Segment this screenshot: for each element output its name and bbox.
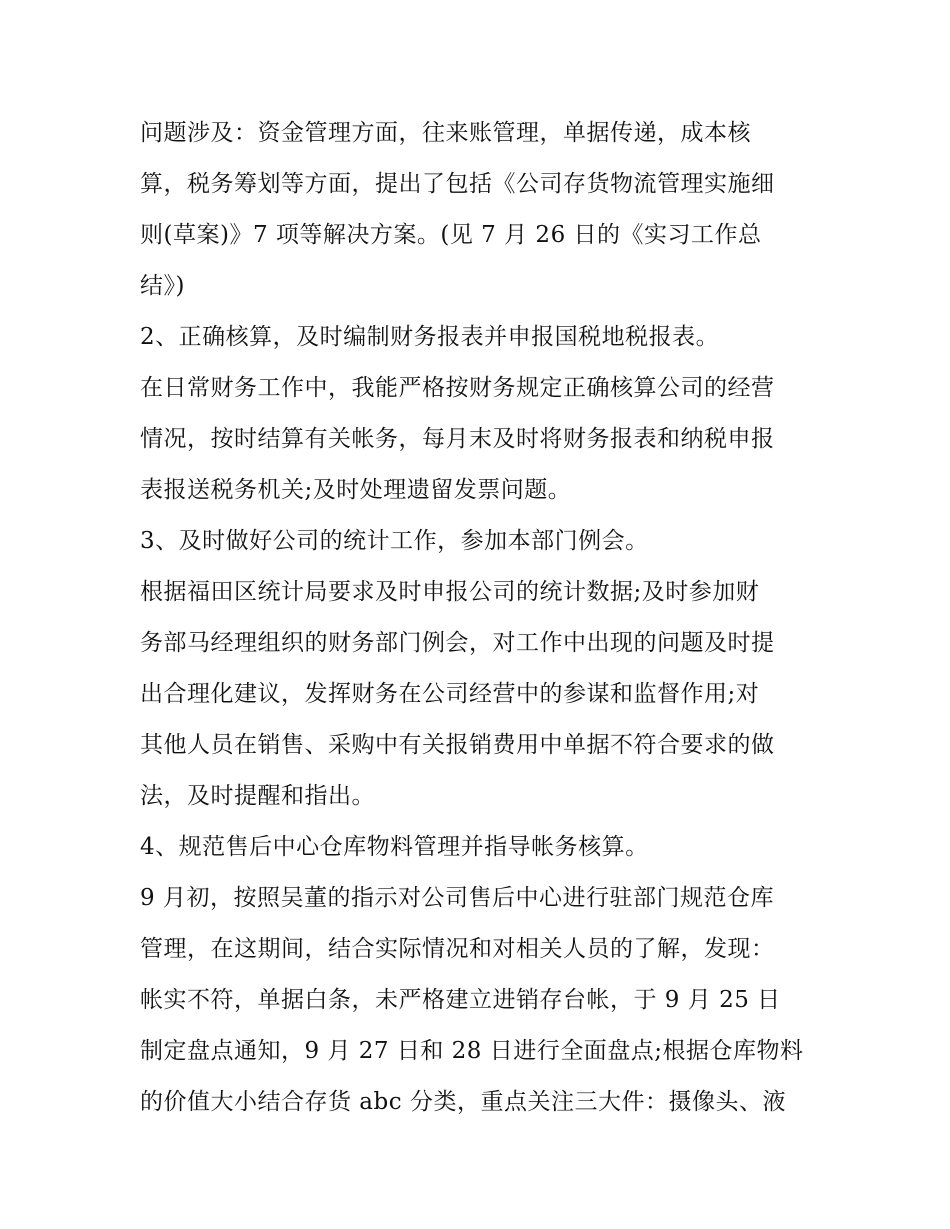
text-line-3: 则(草案)》7 项等解决方案。(见 7 月 26 日的《实习工作总 [140, 222, 762, 248]
text-line-1: 问题涉及：资金管理方面，往来账管理，单据传递，成本核 [140, 120, 751, 146]
document-body [140, 108, 820, 1128]
text-line-2: 算，税务筹划等方面，提出了包括《公司存货物流管理实施细 [140, 171, 775, 197]
text-line-6: 在日常财务工作中，我能严格按财务规定正确核算公司的经营 [140, 375, 775, 401]
text-line-20: 的价值大小结合存货 abc 分类，重点关注三大件：摄像头、液 [140, 1089, 786, 1115]
text-line-11: 务部马经理组织的财务部门例会，对工作中出现的问题及时提 [140, 630, 775, 656]
text-line-13: 其他人员在销售、采购中有关报销费用中单据不符合要求的做 [140, 732, 775, 758]
text-line-17: 管理，在这期间，结合实际情况和对相关人员的了解，发现： [140, 936, 775, 962]
text-line-19: 制定盘点通知，9 月 27 日和 28 日进行全面盘点;根据仓库物料 [140, 1038, 804, 1064]
text-line-4: 结》) [140, 273, 185, 299]
section-heading-3: 3、及时做好公司的统计工作，参加本部门例会。 [140, 528, 649, 554]
text-line-18: 帐实不符，单据白条，未严格建立进销存台帐，于 9 月 25 日 [140, 987, 781, 1013]
text-line-12: 出合理化建议，发挥财务在公司经营中的参谋和监督作用;对 [140, 681, 760, 707]
text-line-14: 法，及时提醒和指出。 [140, 783, 375, 809]
text-line-7: 情况，按时结算有关帐务，每月末及时将财务报表和纳税申报 [140, 426, 775, 452]
section-heading-4: 4、规范售后中心仓库物料管理并指导帐务核算。 [140, 834, 649, 860]
text-line-16: 9 月初，按照吴董的指示对公司售后中心进行驻部门规范仓库 [140, 885, 774, 911]
section-heading-2: 2、正确核算，及时编制财务报表并申报国税地税报表。 [140, 324, 720, 350]
text-line-10: 根据福田区统计局要求及时申报公司的统计数据;及时参加财 [140, 579, 760, 605]
text-line-8: 表报送税务机关;及时处理遗留发票问题。 [140, 477, 572, 503]
